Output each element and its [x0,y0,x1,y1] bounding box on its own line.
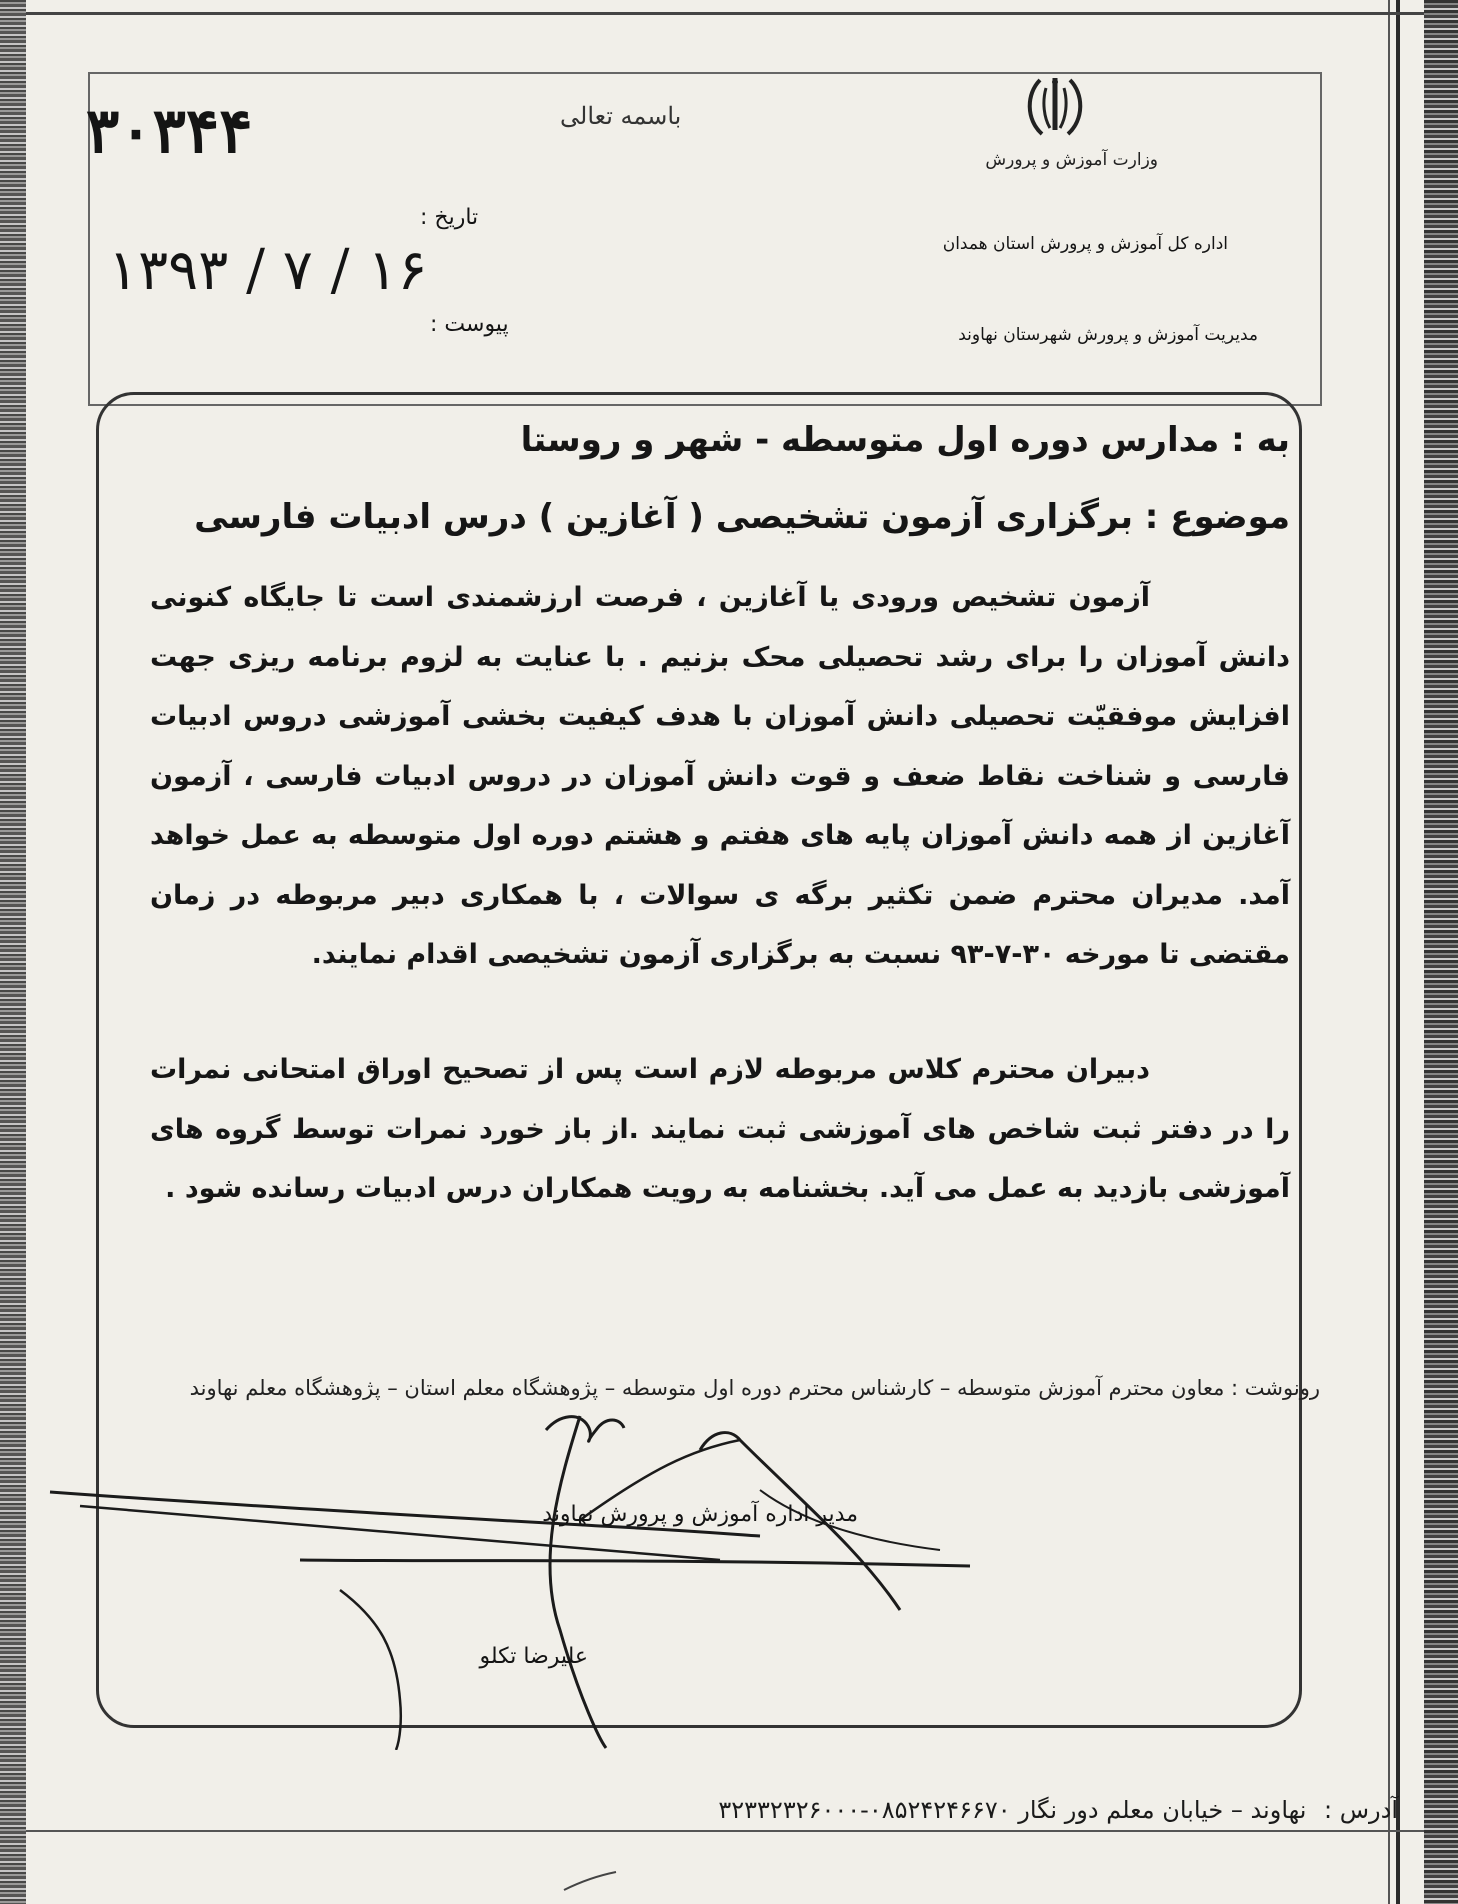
body-paragraph-2: دبیران محترم کلاس مربوطه لازم است پس از تصحیح اوراق امتحانی نمرات را در دفتر ثبت شاخص های آموزشی ثبت نمایند .از باز خورد نمرات توسط گروه های آموزشی بازدید به عمل می آید. بخشنامه به رویت همکاران درس ادبیات رسانده شود . [150,1054,1290,1204]
scan-edge-right [1424,0,1458,1904]
body-paragraph-1: آزمون تشخیص ورودی یا آغازین ، فرصت ارزشمندی است تا جایگاه کنونی دانش آموزان را برای رشد تحصیلی محک بزنیم . با عنایت به لزوم برنامه ریزی جهت افزایش موفقیّت تحصیلی دانش آموزان با هدف کیفیت بخشی آموزشی دروس ادبیات فارسی و شناخت نقاط ضعف و قوت دانش آموزان در دروس ادبیات فارسی ، آزمون آغازین از همه دانش آموزان پایه های هفتم و هشتم دوره اول متوسطه به عمل خواهد آمد. مدیران محترم ضمن تکثیر برگه ی سوالات ، با همکاری دبیر مربوطه در زمان مقتضی تا مورخه ۳۰-۷-۹۳ نسبت به برگزاری آزمون تشخیصی اقدام نمایند. [150,582,1290,970]
ministry-name: وزارت آموزش و پرورش [985,150,1158,170]
address-label: آدرس : [1324,1796,1398,1824]
handwritten-signature [40,1410,1040,1750]
letter-number: ۳۰۳۴۴ [86,94,253,167]
margin-rule [1396,0,1400,1904]
carbon-copy-list: رونوشت : معاون محترم آموزش متوسطه – کارشناس محترم دوره اول متوسطه – پژوهشگاه معلم استان – پژوهشگاه معلم نهاوند [189,1376,1320,1400]
signer-title: مدیر اداره آموزش و پرورش نهاوند [542,1502,858,1527]
date-value: ۱۳۹۳ / ۷ / ۱۶ [108,238,428,303]
date-label: تاریخ : [420,205,479,230]
margin-rule-thin [1388,0,1390,1904]
iran-emblem-icon [1020,72,1090,142]
signer-name: علیرضا تکلو [479,1644,588,1669]
footer-address [260,1796,1398,1824]
bismillah: باسمه تعالی [560,102,682,130]
address-text: نهاوند – خیابان معلم دور نگار ۰۸۵۲۴۲۴۶۶۷۰-۳۲۳۳۲۳۲۶۰۰۰ [718,1796,1307,1824]
province-department: اداره کل آموزش و پرورش استان همدان [942,234,1228,254]
subject-line: موضوع : برگزاری آزمون تشخیصی ( آغازین ) درس ادبیات فارسی [194,497,1290,537]
scan-edge-left [0,0,26,1904]
attachment-label: پیوست : [430,312,509,337]
top-rule [26,12,1424,15]
footer-rule [26,1830,1424,1832]
county-office: مدیریت آموزش و پرورش شهرستان نهاوند [958,325,1258,345]
stray-pen-mark [560,1870,620,1894]
recipient-line: به : مدارس دوره اول متوسطه - شهر و روستا [520,420,1290,460]
